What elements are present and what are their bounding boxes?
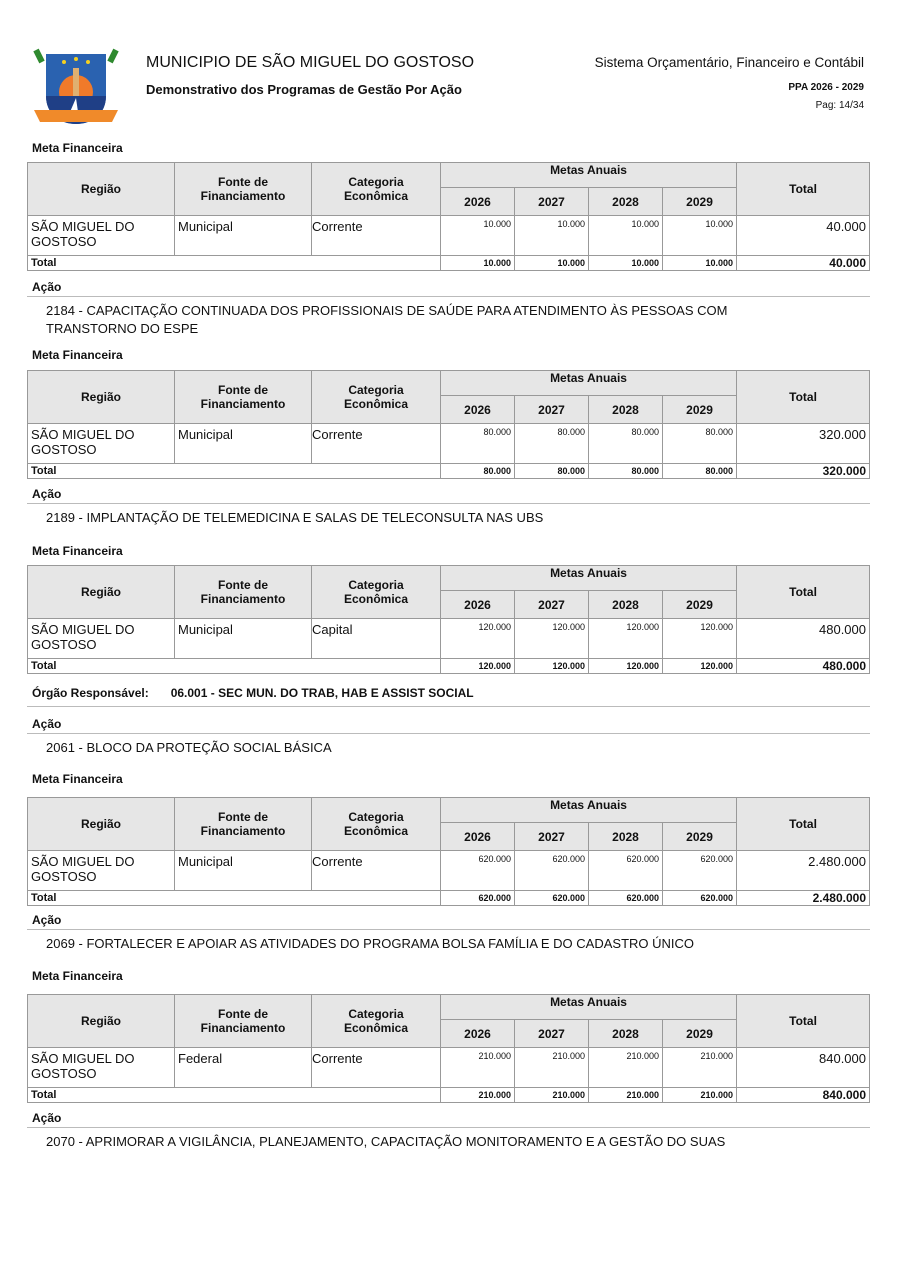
year-total-cell: 620.000 xyxy=(441,891,515,906)
header-total: Total xyxy=(737,995,870,1048)
meta-financeira-table xyxy=(27,797,870,906)
header-year: 2027 xyxy=(515,823,589,851)
header-fonte: Fonte de Financiamento xyxy=(175,566,312,619)
categoria-cell: Capital xyxy=(312,619,441,659)
year-total-cell: 620.000 xyxy=(589,891,663,906)
total-cell: 40.000 xyxy=(737,216,870,256)
year-value-cell: 80.000 xyxy=(663,424,737,464)
meta-financeira-label: Meta Financeira xyxy=(32,544,123,558)
report-title: Demonstrativo dos Programas de Gestão Por Ação xyxy=(146,82,462,97)
acao-label: Ação xyxy=(32,280,62,294)
year-total-cell: 120.000 xyxy=(441,659,515,674)
header-regiao: Região xyxy=(28,566,175,619)
header-metas-anuais: Metas Anuais xyxy=(441,163,737,188)
header-metas-anuais: Metas Anuais xyxy=(441,371,737,396)
header-metas-anuais: Metas Anuais xyxy=(441,798,737,823)
acao-description: 2070 - APRIMORAR A VIGILÂNCIA, PLANEJAMENTO, CAPACITAÇÃO MONITORAMENTO E A GESTÃO DO SUAS xyxy=(46,1134,726,1149)
divider xyxy=(27,733,870,734)
year-total-cell: 10.000 xyxy=(589,256,663,271)
meta-financeira-label: Meta Financeira xyxy=(32,141,123,155)
header-fonte: Fonte de Financiamento xyxy=(175,163,312,216)
meta-financeira-label: Meta Financeira xyxy=(32,969,123,983)
grand-total-cell: 40.000 xyxy=(737,256,870,271)
year-value-cell: 10.000 xyxy=(589,216,663,256)
divider xyxy=(27,706,870,707)
year-total-cell: 620.000 xyxy=(515,891,589,906)
regiao-cell: SÃO MIGUEL DO GOSTOSO xyxy=(28,851,175,891)
total-label: Total xyxy=(28,1088,441,1103)
divider xyxy=(27,503,870,504)
table-row xyxy=(28,851,870,891)
year-total-cell: 80.000 xyxy=(663,464,737,479)
header-fonte: Fonte de Financiamento xyxy=(175,371,312,424)
grand-total-cell: 840.000 xyxy=(737,1088,870,1103)
meta-financeira-table xyxy=(27,565,870,674)
regiao-cell: SÃO MIGUEL DO GOSTOSO xyxy=(28,1048,175,1088)
divider xyxy=(27,929,870,930)
year-total-cell: 210.000 xyxy=(589,1088,663,1103)
year-value-cell: 210.000 xyxy=(515,1048,589,1088)
year-value-cell: 210.000 xyxy=(663,1048,737,1088)
header-year: 2029 xyxy=(663,823,737,851)
orgao-label: Órgão Responsável: xyxy=(32,686,149,700)
header-categoria: Categoria Econômica xyxy=(312,163,441,216)
header-year: 2027 xyxy=(515,396,589,424)
acao-label: Ação xyxy=(32,1111,62,1125)
acao-label: Ação xyxy=(32,487,62,501)
table-row xyxy=(28,216,870,256)
total-label: Total xyxy=(28,464,441,479)
table-row xyxy=(28,424,870,464)
year-value-cell: 620.000 xyxy=(663,851,737,891)
total-cell: 840.000 xyxy=(737,1048,870,1088)
year-total-cell: 210.000 xyxy=(515,1088,589,1103)
header-categoria: Categoria Econômica xyxy=(312,995,441,1048)
header-fonte: Fonte de Financiamento xyxy=(175,798,312,851)
total-row xyxy=(28,891,870,906)
acao-label: Ação xyxy=(32,717,62,731)
meta-financeira-label: Meta Financeira xyxy=(32,348,123,362)
total-label: Total xyxy=(28,659,441,674)
year-total-cell: 10.000 xyxy=(663,256,737,271)
acao-description: 2069 - FORTALECER E APOIAR AS ATIVIDADES DO PROGRAMA BOLSA FAMÍLIA E DO CADASTRO ÚNICO xyxy=(46,936,695,951)
meta-financeira-table xyxy=(27,994,870,1103)
header-year: 2029 xyxy=(663,188,737,216)
total-row xyxy=(28,256,870,271)
fonte-cell: Federal xyxy=(175,1048,312,1088)
system-name: Sistema Orçamentário, Financeiro e Contábil xyxy=(594,55,864,70)
header-metas-anuais: Metas Anuais xyxy=(441,995,737,1020)
header-year: 2028 xyxy=(589,396,663,424)
header-year: 2028 xyxy=(589,188,663,216)
regiao-cell: SÃO MIGUEL DO GOSTOSO xyxy=(28,619,175,659)
year-value-cell: 620.000 xyxy=(441,851,515,891)
header-year: 2026 xyxy=(441,823,515,851)
header-total: Total xyxy=(737,163,870,216)
header-categoria: Categoria Econômica xyxy=(312,371,441,424)
header-fonte: Fonte de Financiamento xyxy=(175,995,312,1048)
header-total: Total xyxy=(737,371,870,424)
total-row xyxy=(28,659,870,674)
table-row xyxy=(28,619,870,659)
total-cell: 320.000 xyxy=(737,424,870,464)
meta-financeira-label: Meta Financeira xyxy=(32,772,123,786)
fonte-cell: Municipal xyxy=(175,619,312,659)
year-value-cell: 620.000 xyxy=(589,851,663,891)
year-total-cell: 620.000 xyxy=(663,891,737,906)
total-cell: 480.000 xyxy=(737,619,870,659)
regiao-cell: SÃO MIGUEL DO GOSTOSO xyxy=(28,216,175,256)
header-regiao: Região xyxy=(28,995,175,1048)
year-value-cell: 80.000 xyxy=(515,424,589,464)
municipal-coat-of-arms-logo xyxy=(28,42,124,130)
year-total-cell: 210.000 xyxy=(441,1088,515,1103)
header-total: Total xyxy=(737,566,870,619)
header-year: 2028 xyxy=(589,1020,663,1048)
divider xyxy=(27,1127,870,1128)
municipality-name: MUNICIPIO DE SÃO MIGUEL DO GOSTOSO xyxy=(146,54,475,71)
orgao-value: 06.001 - SEC MUN. DO TRAB, HAB E ASSIST SOCIAL xyxy=(170,686,474,700)
grand-total-cell: 320.000 xyxy=(737,464,870,479)
year-value-cell: 210.000 xyxy=(441,1048,515,1088)
year-value-cell: 10.000 xyxy=(515,216,589,256)
header-year: 2026 xyxy=(441,188,515,216)
page-number: Pag: 14/34 xyxy=(815,100,864,111)
meta-financeira-table xyxy=(27,162,870,271)
year-value-cell: 80.000 xyxy=(589,424,663,464)
header-regiao: Região xyxy=(28,798,175,851)
total-row xyxy=(28,1088,870,1103)
header-year: 2027 xyxy=(515,591,589,619)
year-total-cell: 80.000 xyxy=(441,464,515,479)
categoria-cell: Corrente xyxy=(312,1048,441,1088)
header-year: 2027 xyxy=(515,188,589,216)
header-year: 2028 xyxy=(589,591,663,619)
meta-financeira-table xyxy=(27,370,870,479)
header-regiao: Região xyxy=(28,371,175,424)
categoria-cell: Corrente xyxy=(312,424,441,464)
ppa-period: PPA 2026 - 2029 xyxy=(788,82,864,93)
table-row xyxy=(28,1048,870,1088)
year-total-cell: 120.000 xyxy=(515,659,589,674)
acao-description: 2061 - BLOCO DA PROTEÇÃO SOCIAL BÁSICA xyxy=(46,740,332,755)
header-year: 2026 xyxy=(441,1020,515,1048)
year-total-cell: 120.000 xyxy=(589,659,663,674)
year-value-cell: 10.000 xyxy=(663,216,737,256)
total-cell: 2.480.000 xyxy=(737,851,870,891)
fonte-cell: Municipal xyxy=(175,216,312,256)
year-value-cell: 620.000 xyxy=(515,851,589,891)
header-categoria: Categoria Econômica xyxy=(312,566,441,619)
year-total-cell: 120.000 xyxy=(663,659,737,674)
year-value-cell: 80.000 xyxy=(441,424,515,464)
year-total-cell: 10.000 xyxy=(441,256,515,271)
header-year: 2028 xyxy=(589,823,663,851)
year-value-cell: 120.000 xyxy=(589,619,663,659)
categoria-cell: Corrente xyxy=(312,851,441,891)
year-value-cell: 120.000 xyxy=(663,619,737,659)
year-total-cell: 80.000 xyxy=(589,464,663,479)
divider xyxy=(27,296,870,297)
header-total: Total xyxy=(737,798,870,851)
year-total-cell: 80.000 xyxy=(515,464,589,479)
total-label: Total xyxy=(28,891,441,906)
acao-description: 2184 - CAPACITAÇÃO CONTINUADA DOS PROFISSIONAIS DE SAÚDE PARA ATENDIMENTO ÀS PESSOAS COM TRANSTORNO DO ESPE xyxy=(46,303,728,336)
total-label: Total xyxy=(28,256,441,271)
acao-description: 2189 - IMPLANTAÇÃO DE TELEMEDICINA E SALAS DE TELECONSULTA NAS UBS xyxy=(46,510,544,525)
year-total-cell: 210.000 xyxy=(663,1088,737,1103)
header-year: 2026 xyxy=(441,591,515,619)
header-metas-anuais: Metas Anuais xyxy=(441,566,737,591)
header-year: 2029 xyxy=(663,1020,737,1048)
grand-total-cell: 480.000 xyxy=(737,659,870,674)
year-value-cell: 10.000 xyxy=(441,216,515,256)
orgao-responsavel xyxy=(32,686,474,700)
fonte-cell: Municipal xyxy=(175,851,312,891)
header-categoria: Categoria Econômica xyxy=(312,798,441,851)
header-year: 2027 xyxy=(515,1020,589,1048)
fonte-cell: Municipal xyxy=(175,424,312,464)
year-total-cell: 10.000 xyxy=(515,256,589,271)
total-row xyxy=(28,464,870,479)
year-value-cell: 210.000 xyxy=(589,1048,663,1088)
regiao-cell: SÃO MIGUEL DO GOSTOSO xyxy=(28,424,175,464)
header-year: 2029 xyxy=(663,396,737,424)
header-year: 2029 xyxy=(663,591,737,619)
year-value-cell: 120.000 xyxy=(515,619,589,659)
header-regiao: Região xyxy=(28,163,175,216)
acao-label: Ação xyxy=(32,913,62,927)
categoria-cell: Corrente xyxy=(312,216,441,256)
grand-total-cell: 2.480.000 xyxy=(737,891,870,906)
year-value-cell: 120.000 xyxy=(441,619,515,659)
header-year: 2026 xyxy=(441,396,515,424)
